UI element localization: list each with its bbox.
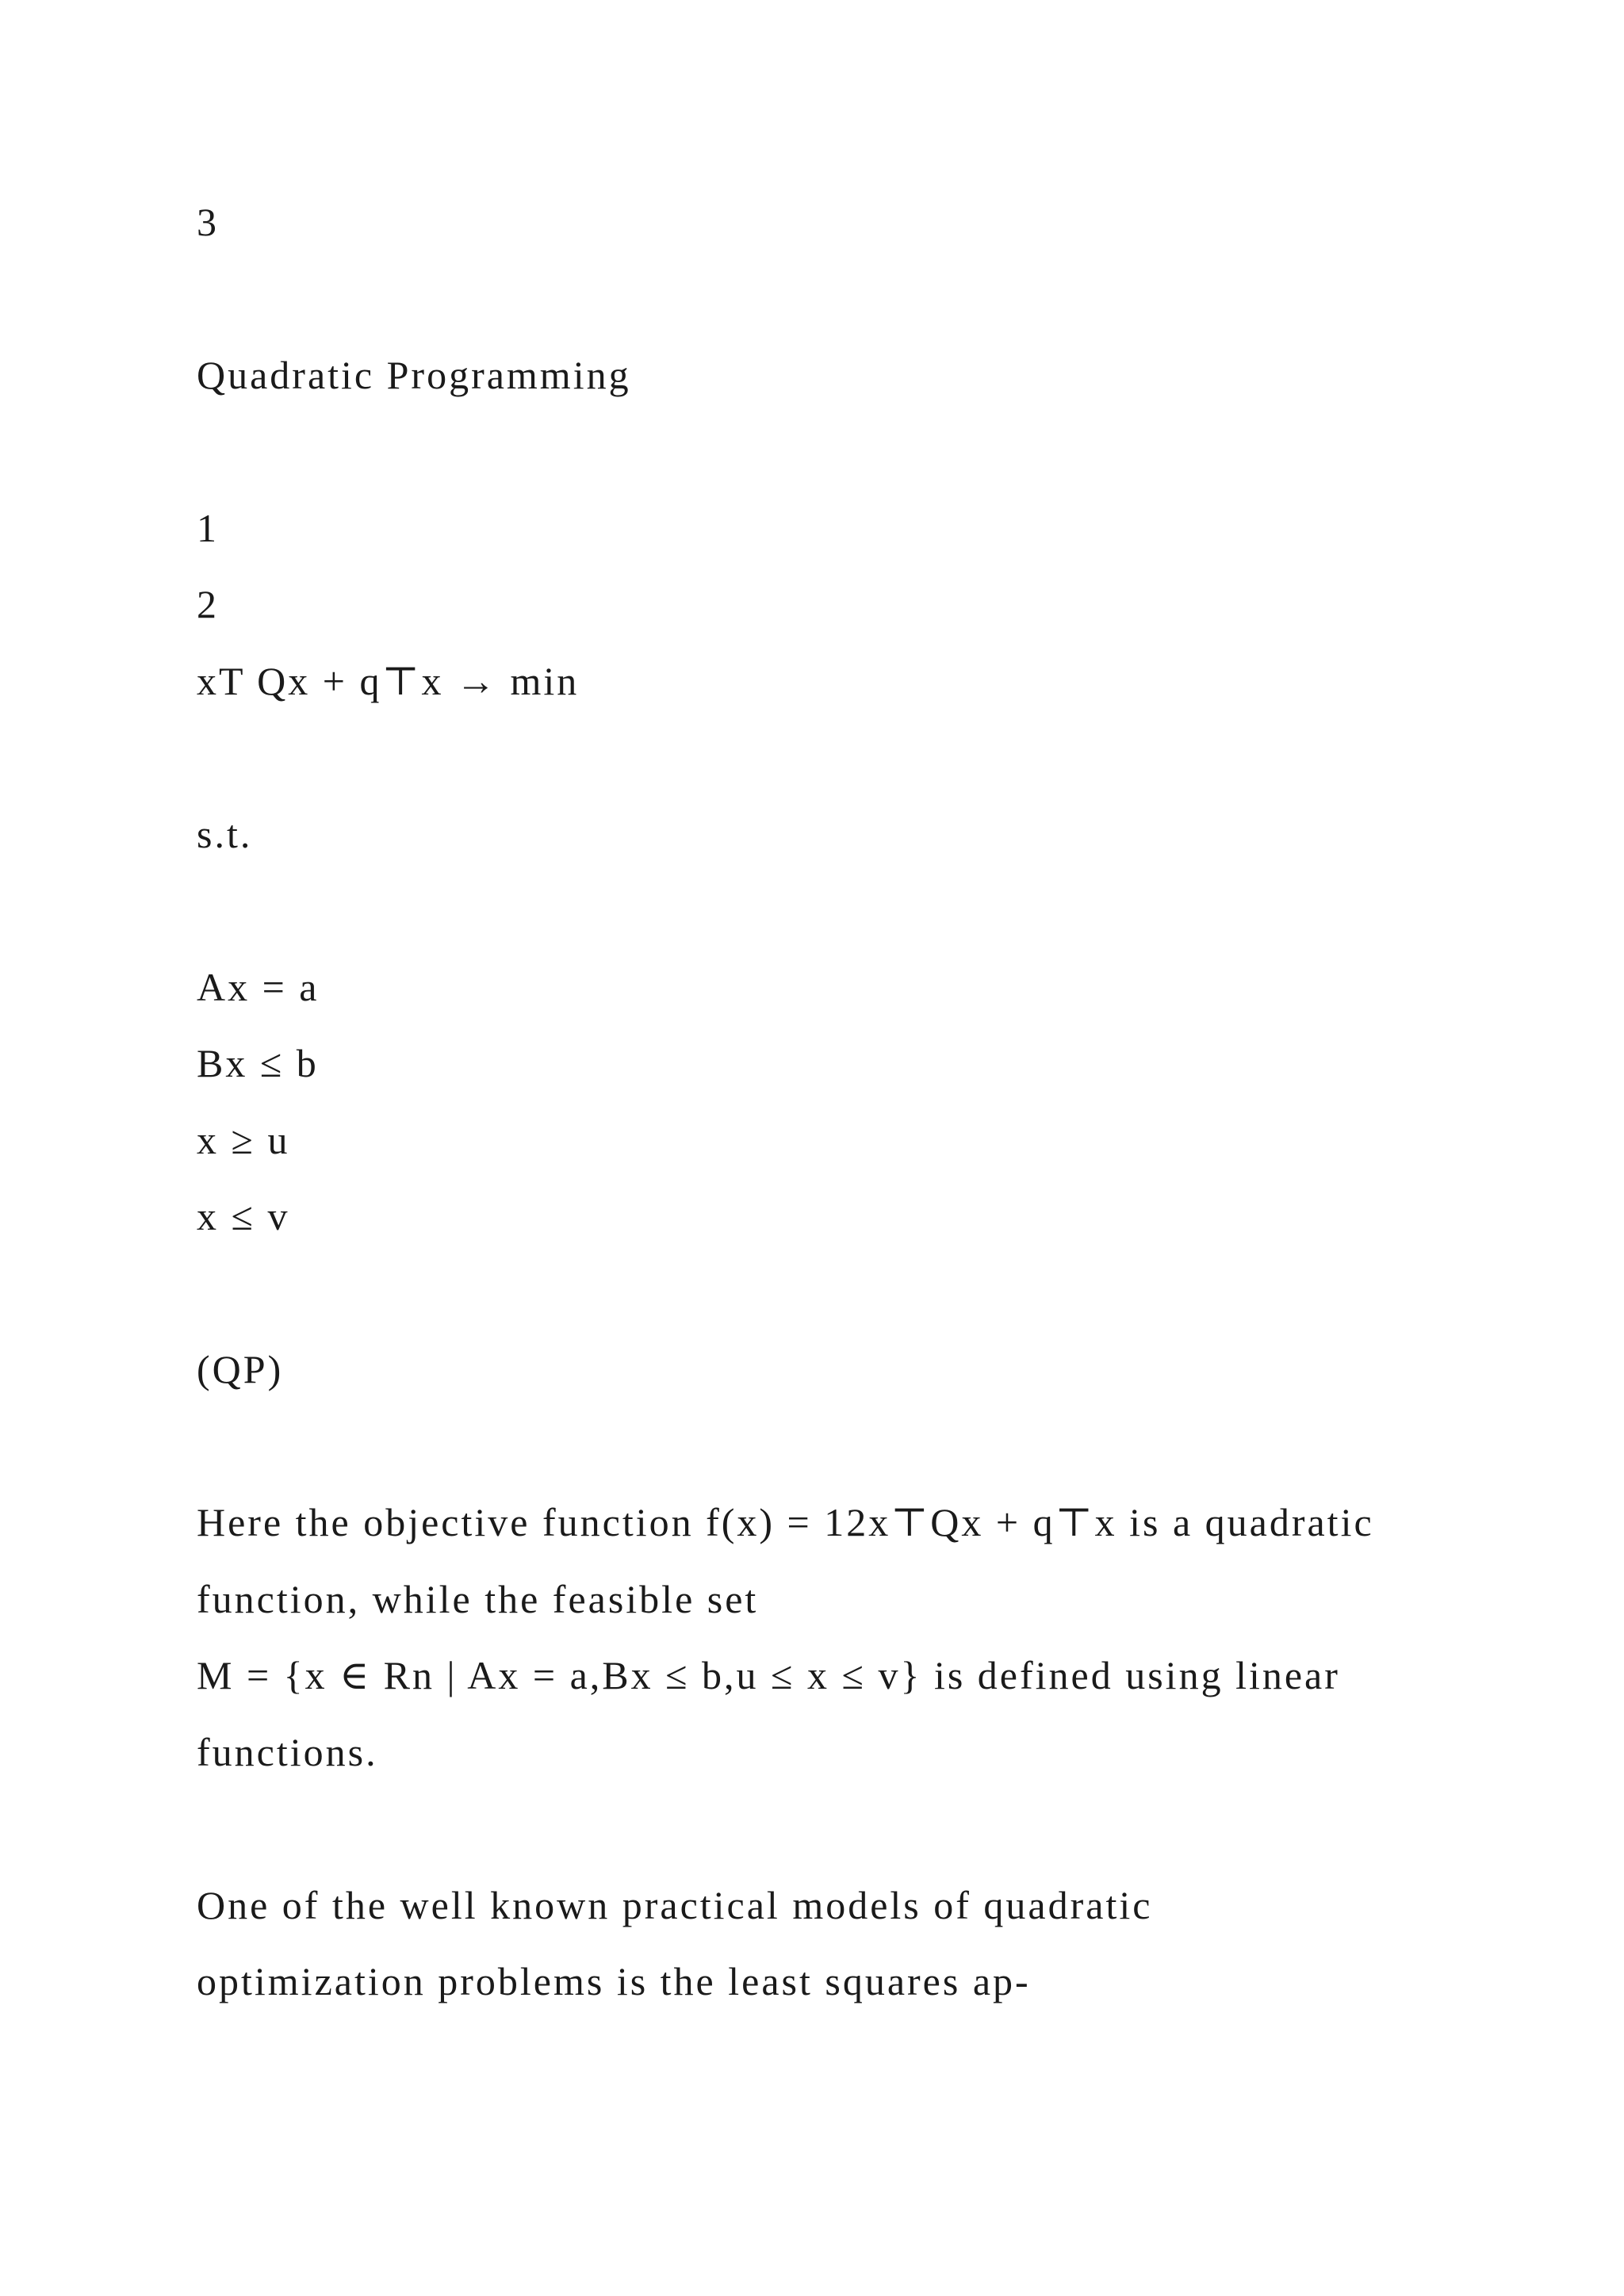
paragraph-line: M = {x ∈ Rn | Ax = a,Bx ≤ b,u ≤ x ≤ v} is defined using linear bbox=[197, 1653, 1340, 1697]
constraint-equality: Ax = a bbox=[197, 965, 320, 1009]
paragraph-line: optimization problems is the least squares ap- bbox=[197, 1959, 1031, 2003]
paragraph-line: Here the objective function f(x) = 12x⊤Qx + q⊤x is a quadratic bbox=[197, 1500, 1374, 1544]
paragraph-line: function, while the feasible set bbox=[197, 1577, 759, 1621]
section-title: Quadratic Programming bbox=[197, 353, 631, 397]
problem-label: (QP) bbox=[197, 1347, 284, 1391]
constraint-inequality: Bx ≤ b bbox=[197, 1041, 319, 1085]
subject-to-label: s.t. bbox=[197, 812, 253, 856]
fraction-denominator: 2 bbox=[197, 582, 219, 626]
constraint-upper-bound: x ≤ v bbox=[197, 1194, 290, 1238]
page-number: 3 bbox=[197, 200, 219, 244]
constraint-lower-bound: x ≥ u bbox=[197, 1118, 290, 1162]
objective-function: xT Qx + q⊤x → min bbox=[197, 659, 580, 703]
paragraph-line: functions. bbox=[197, 1730, 378, 1774]
paragraph-line: One of the well known practical models of quadratic bbox=[197, 1883, 1153, 1927]
fraction-numerator: 1 bbox=[197, 506, 219, 550]
